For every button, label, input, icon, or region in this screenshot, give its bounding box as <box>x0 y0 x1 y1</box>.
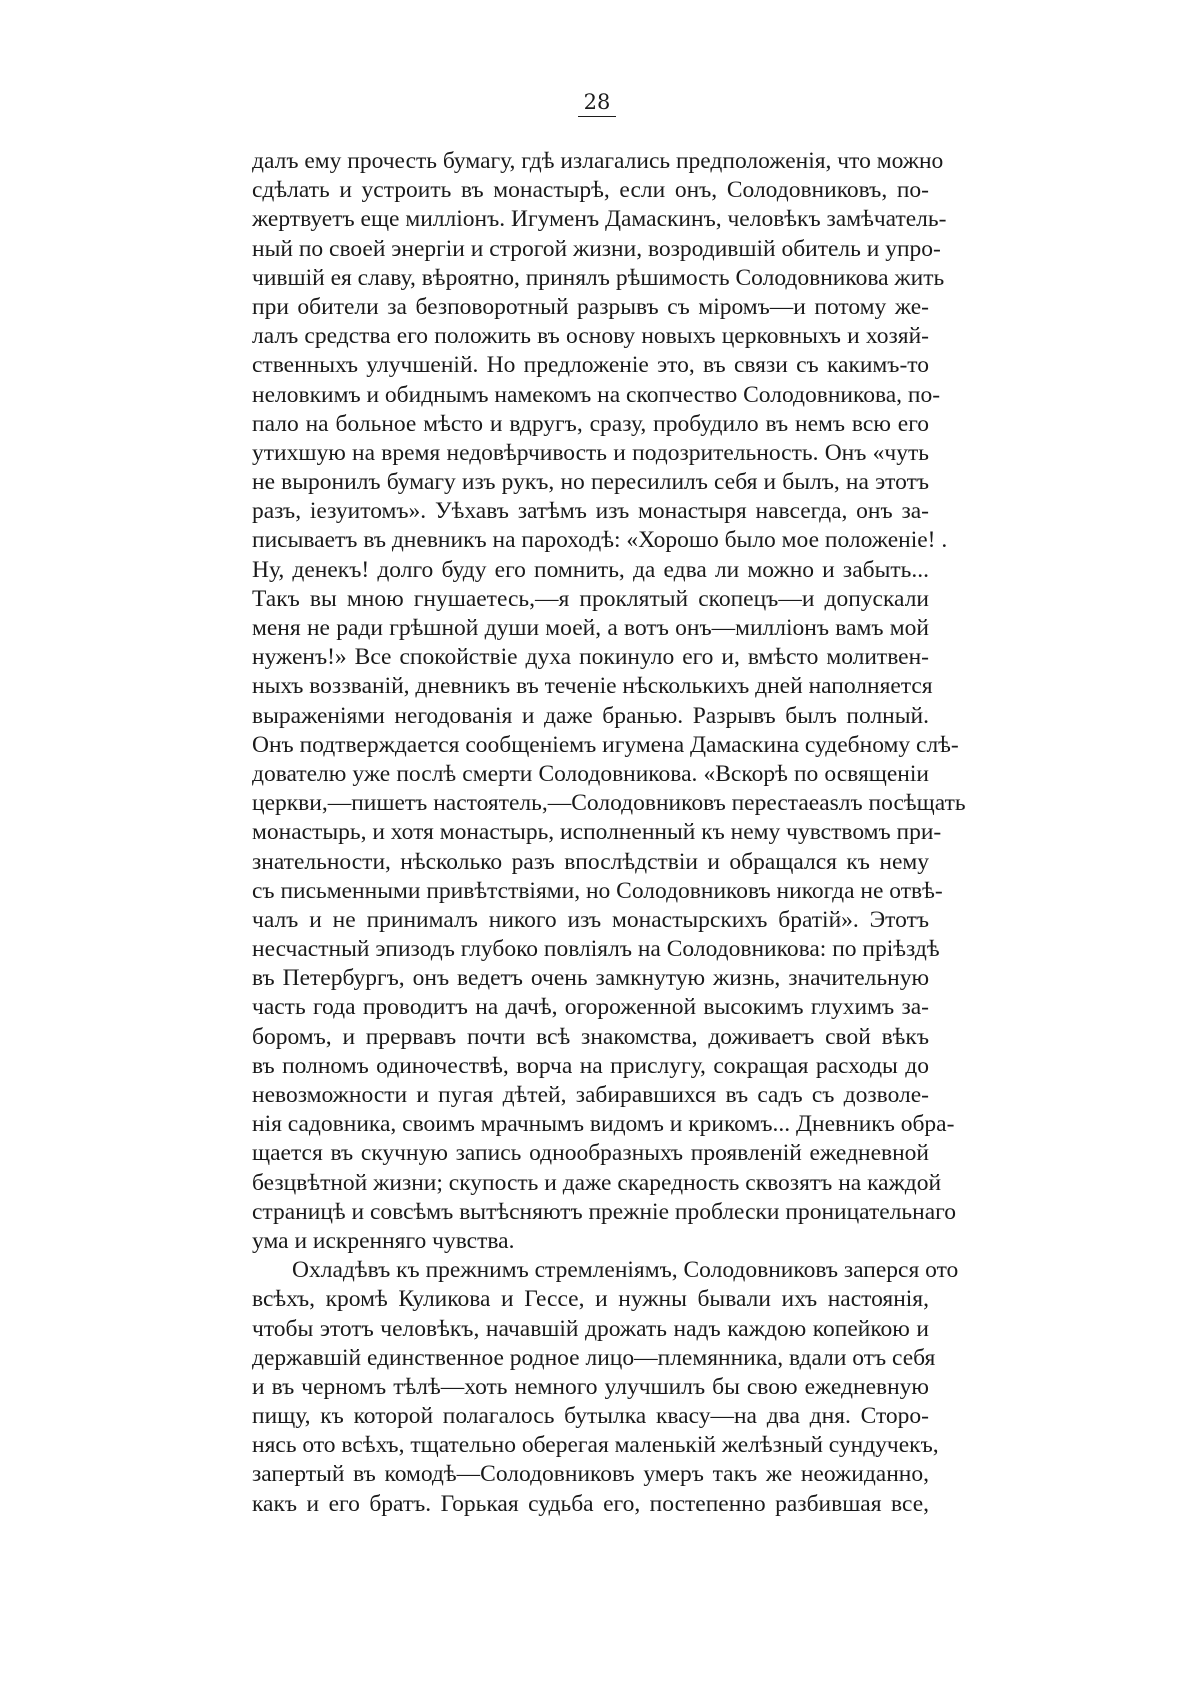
page-number-text: 28 <box>578 91 617 117</box>
text-line: при обители за безповоротный разрывъ съ міромъ—и потому же- <box>252 293 929 320</box>
text-line: безцвѣтной жизни; скупость и даже скаредность сквозятъ на каждой <box>252 1169 942 1196</box>
text-line: жертвуетъ еще милліонъ. Игуменъ Дамаскинъ, человѣкъ замѣчатель- <box>252 206 947 233</box>
text-line: въ Петербургъ, онъ ведетъ очень замкнутую жизнь, значительную <box>252 965 929 992</box>
text-line: щается въ скучную запись однообразныхъ проявленій ежедневной <box>252 1140 929 1167</box>
text-line: выраженіями негодованія и даже бранью. Разрывъ былъ полный. <box>252 702 929 729</box>
text-line: чтобы этотъ человѣкъ, начавшій дрожать надъ каждою копейкою и <box>252 1315 929 1342</box>
text-line: всѣхъ, кромѣ Куликова и Гессе, и нужны бывали ихъ настоянія, <box>252 1286 929 1313</box>
text-line: ума и искренняго чувства. <box>252 1227 515 1254</box>
text-line: и въ черномъ тѣлѣ—хоть немного улучшилъ бы свою ежедневную <box>252 1373 929 1400</box>
text-line: церкви,—пишетъ настоятель,—Солодовниковъ перестаeasлъ посѣщать <box>252 790 966 817</box>
text-line: знательности, нѣсколько разъ впослѣдствіи и обращался къ нему <box>252 848 929 875</box>
text-line: страницѣ и совсѣмъ вытѣсняютъ прежніе проблески проницательнаго <box>252 1198 956 1225</box>
text-line: дователю уже послѣ смерти Солодовникова. «Вскорѣ по освященіи <box>252 760 929 787</box>
text-line: запертый въ комодѣ—Солодовниковъ умеръ такъ же неожиданно, <box>252 1461 929 1488</box>
text-line: невозможности и пугая дѣтей, забиравшихся въ садъ съ дозволе- <box>252 1082 929 1108</box>
text-line: далъ ему прочесть бумагу, гдѣ излагались предположенія, что можно <box>252 148 944 174</box>
text-line: не выронилъ бумагу изъ рукъ, но пересилилъ себя и былъ, на этотъ <box>252 469 929 496</box>
text-line: монастырь, и хотя монастырь, исполненный къ нему чувствомъ при- <box>252 819 942 846</box>
text-line: часть года проводитъ на дачѣ, огороженной высокимъ глухимъ за- <box>252 994 929 1021</box>
text-line: меня не ради грѣшной души моей, а вотъ онъ—милліонъ вамъ мой <box>252 615 929 641</box>
page-number <box>0 90 1194 117</box>
body-text <box>252 147 966 1519</box>
text-line: чалъ и не принималъ никого изъ монастырскихъ братій». Этотъ <box>252 906 929 933</box>
text-line: нія садовника, своимъ мрачнымъ видомъ и крикомъ... Дневникъ обра- <box>252 1111 955 1138</box>
text-line: боромъ, и прервавъ почти всѣ знакомства, доживаетъ свой вѣкъ <box>252 1023 929 1050</box>
text-line: неловкимъ и обиднымъ намекомъ на скопчество Солодовникова, по- <box>252 381 941 408</box>
text-line: съ письменными привѣтствіями, но Солодовниковъ никогда не отвѣ- <box>252 877 943 904</box>
text-line: писываетъ въ дневникъ на пароходѣ: «Хорошо было мое положеніе! . <box>252 527 948 554</box>
text-line: Онъ подтверждается сообщеніемъ игумена Дамаскина судебному слѣ- <box>252 731 959 758</box>
text-line: ственныхъ улучшеній. Но предложеніе это, въ связи съ какимъ-то <box>252 352 929 379</box>
text-line: Охладѣвъ къ прежнимъ стремленіямъ, Солодовниковъ заперся ото <box>292 1257 959 1284</box>
text-line: утихшую на время недовѣрчивость и подозрительность. Онъ «чуть <box>252 439 929 466</box>
text-line: ныхъ воззваній, дневникъ въ теченіе нѣсколькихъ дней наполняется <box>252 673 933 700</box>
text-line: Такъ вы мною гнушаетесь,—я проклятый скопецъ—и допускали <box>252 585 929 612</box>
text-line: Ну, денекъ! долго буду его помнить, да едва ли можно и забыть... <box>252 556 929 583</box>
text-line: нуженъ!» Все спокойствіе духа покинуло его и, вмѣсто молитвен- <box>252 644 929 671</box>
text-line: державшій единственное родное лицо—племянника, вдали отъ себя <box>252 1344 936 1371</box>
text-line: лалъ средства его положить въ основу новыхъ церковныхъ и хозяй- <box>252 323 929 350</box>
text-line: ный по своей энергіи и строгой жизни, возродившій обитель и упро- <box>252 235 941 262</box>
text-line: чившій ея славу, вѣроятно, принялъ рѣшимость Солодовникова жить <box>252 264 945 291</box>
text-line: какъ и его братъ. Горькая судьба его, постепенно разбившая все, <box>252 1490 929 1517</box>
text-line: нясь ото всѣхъ, тщательно оберегая маленькій желѣзный сундучекъ, <box>252 1432 939 1459</box>
text-line: въ полномъ одиночествѣ, ворча на прислугу, сокращая расходы до <box>252 1052 929 1079</box>
text-line: пищу, къ которой полагалось бутылка квасу—на два дня. Сторо- <box>252 1403 929 1430</box>
text-line: несчастный эпизодъ глубоко повліялъ на Солодовникова: по пріѣздѣ <box>252 936 940 963</box>
text-line: разъ, іезуитомъ». Уѣхавъ затѣмъ изъ монастыря навсегда, онъ за- <box>252 498 929 525</box>
text-line: пало на больное мѣсто и вдругъ, сразу, пробудило въ немъ всю его <box>252 410 929 437</box>
text-line: сдѣлать и устроить въ монастырѣ, если онъ, Солодовниковъ, по- <box>252 177 929 204</box>
